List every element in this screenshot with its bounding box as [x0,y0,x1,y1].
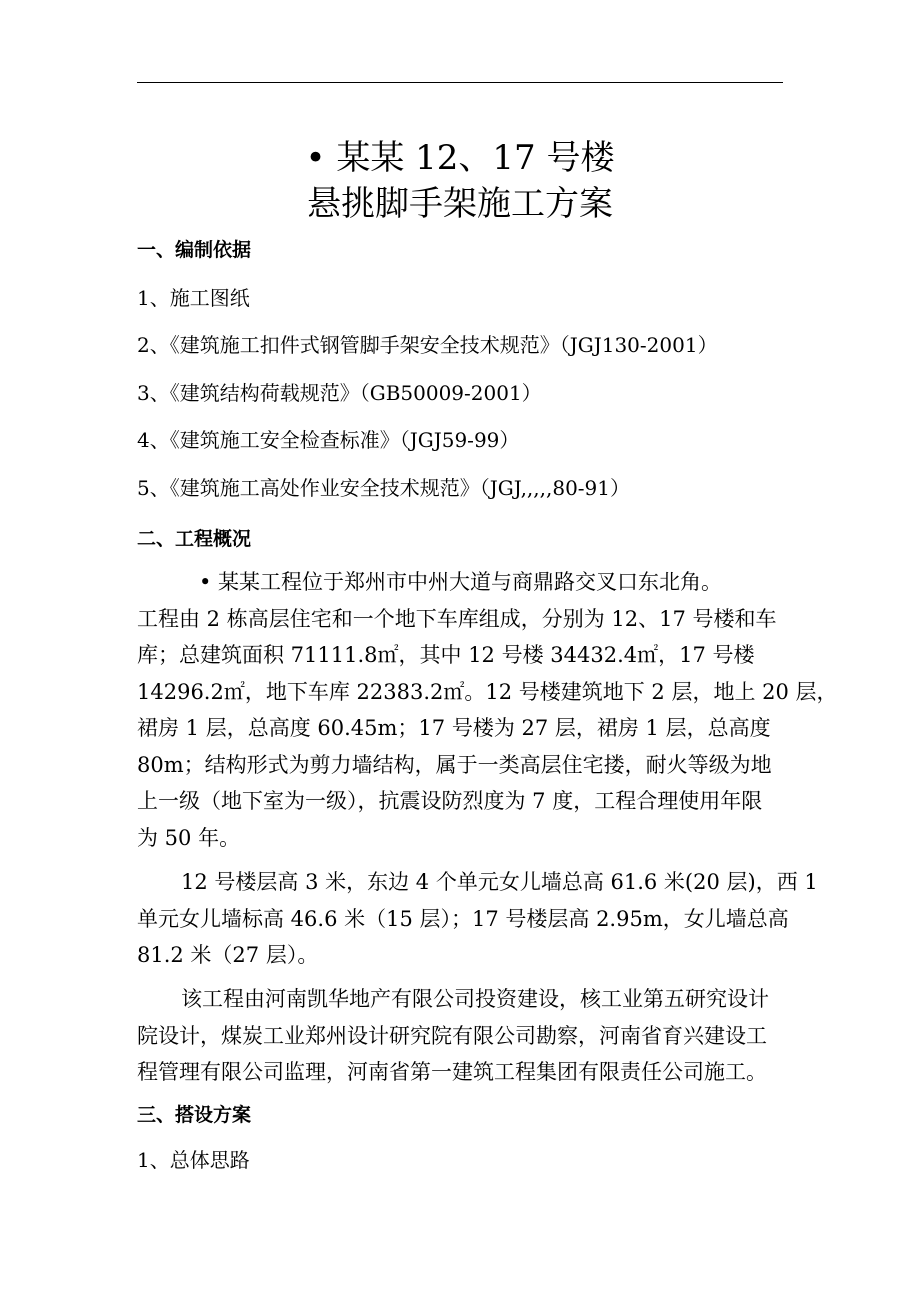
paragraph-line: 裙房 1 层，总高度 60.45m；17 号楼为 27 层，裙房 1 层，总高度 [137,716,771,740]
paragraph-line: 单元女儿墙标高 46.6 米（15 层）；17 号楼层高 2.95m，女儿墙总高 [137,906,789,931]
section-heading-overview: 二、工程概况 [137,528,252,550]
overview-paragraph-3 [137,981,787,1091]
overview-paragraph-1 [137,564,838,856]
plan-item-1: 1、总体思路 [137,1148,250,1172]
title-line-2: 悬挑脚手架施工方案 [307,184,613,224]
paragraph-line: • 某某工程位于郑州市中州大道与商鼎路交叉口东北角。 [199,570,723,594]
paragraph-line: 程管理有限公司监理，河南省第一建筑工程集团有限责任公司施工。 [137,1060,767,1084]
overview-paragraph-2 [137,864,818,974]
paragraph-line: 81.2 米（27 层）。 [137,943,319,967]
paragraph-line: 为 50 年。 [137,825,241,850]
header-rule [137,82,783,83]
basis-item-5: 5、《建筑施工高处作业安全技术规范》（JGJ,,,,,80-91） [137,476,631,500]
paragraph-line: 80m；结构形式为剪力墙结构，属于一类高层住宅搂，耐火等级为地 [137,752,772,777]
paragraph-line: 12 号楼层高 3 米，东边 4 个单元女儿墙总高 61.6 米(20 层)，西 1 [181,870,818,894]
basis-item-1: 1、施工图纸 [137,286,250,310]
paragraph-line: 库；总建筑面积 71111.8㎡，其中 12 号楼 34432.4㎡，17 号楼 [137,643,755,667]
paragraph-line: 上一级（地下室为一级），抗震设防烈度为 7 度，工程合理使用年限 [137,789,763,813]
basis-item-2: 2、《建筑施工扣件式钢管脚手架安全技术规范》（JGJ130-2001） [137,333,718,357]
section-heading-plan: 三、搭设方案 [137,1104,252,1126]
section-heading-basis: 一、编制依据 [137,239,252,261]
basis-item-4: 4、《建筑施工安全检查标准》（JGJ59-99） [137,428,520,452]
paragraph-line: 14296.2㎡，地下车库 22383.2㎡。12 号楼建筑地下 2 层，地上 20 层， [137,679,838,704]
paragraph-line: 工程由 2 栋高层住宅和一个地下车库组成，分别为 12、17 号楼和车 [137,606,777,631]
title-line-1: • 某某 12、17 号楼 [305,138,615,178]
paragraph-line: 院设计，煤炭工业郑州设计研究院有限公司勘察，河南省育兴建设工 [137,1023,767,1048]
paragraph-line: 该工程由河南凯华地产有限公司投资建设，核工业第五研究设计 [181,987,769,1011]
basis-item-3: 3、《建筑结构荷载规范》（GB50009-2001） [137,381,542,405]
